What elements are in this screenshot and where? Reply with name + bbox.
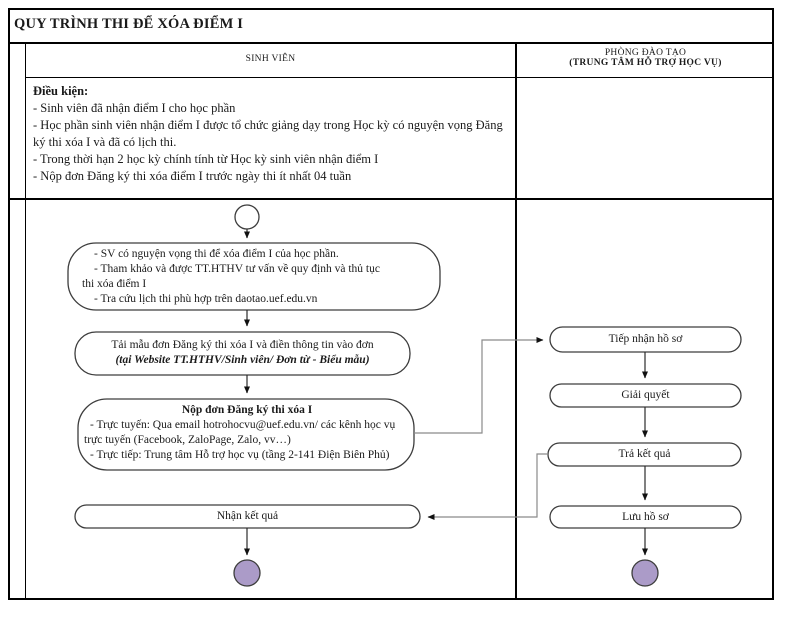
download-form-line2: (tại Website TT.HTHV/Sinh viên/ Đơn từ - Biểu mẫu): [115, 354, 370, 366]
submit-form-text: [84, 403, 410, 463]
download-form-line1: Tải mẫu đơn Đăng ký thi xóa I và điền thông tin vào đơn: [111, 339, 374, 351]
start-node: [235, 205, 259, 229]
download-form-text: [75, 338, 410, 368]
condition-item: - Học phần sinh viên nhận điểm I được tổ chức giảng dạy trong Học kỳ có nguyện vọng Đăng ký thi xóa I và đã có lịch thi.: [33, 118, 503, 149]
connector-submit-to-receive: [414, 340, 543, 433]
end-node-student: [234, 560, 260, 586]
lane-header-office-line1: PHÒNG ĐÀO TẠO: [604, 48, 687, 58]
condition-item: - Sinh viên đã nhận điểm I cho học phần: [33, 101, 236, 115]
resolve-label: Giải quyết: [621, 389, 670, 401]
conditions-heading: Điều kiện:: [33, 84, 89, 98]
submit-form-line: - Trực tuyến: Qua email hotrohocvu@uef.edu.vn/ các kênh học vụ: [90, 419, 396, 431]
consult-line: - SV có nguyện vọng thi để xóa điểm I của học phần.: [94, 248, 339, 260]
lane-header-student: SINH VIÊN: [245, 54, 296, 64]
condition-item: - Trong thời hạn 2 học kỳ chính tính từ Học kỳ sinh viên nhận điểm I: [33, 152, 379, 166]
condition-item: - Nộp đơn Đăng ký thi xóa điểm I trước ngày thi ít nhất 04 tuần: [33, 169, 352, 183]
archive-dossier-label: Lưu hồ sơ: [622, 511, 669, 523]
consult-line: thi xóa điểm I: [82, 278, 147, 290]
submit-form-title: Nộp đơn Đăng ký thi xóa I: [181, 404, 313, 416]
consult-line: - Tham khảo và được TT.HTHV tư vấn về quy định và thủ tục: [94, 263, 380, 275]
student-receive-label: Nhận kết quả: [216, 510, 279, 522]
connector-return-to-student: [428, 454, 548, 517]
lane-header-office-line2: (TRUNG TÂM HỖ TRỢ HỌC VỤ): [569, 58, 722, 68]
consult-step-text: [82, 247, 430, 307]
receive-dossier-label: Tiếp nhận hồ sơ: [608, 333, 683, 345]
end-node-office: [632, 560, 658, 586]
submit-form-line: - Trực tiếp: Trung tâm Hỗ trợ học vụ (tầng 2-141 Điện Biên Phủ): [90, 449, 390, 461]
consult-line: - Tra cứu lịch thi phù hợp trên daotao.uef.edu.vn: [94, 293, 318, 305]
page-title: QUY TRÌNH THI ĐỂ XÓA ĐIỂM I: [14, 16, 244, 32]
submit-form-line: trực tuyến (Facebook, ZaloPage, Zalo, vv…): [84, 434, 291, 446]
return-result-label: Trả kết quả: [618, 448, 671, 460]
